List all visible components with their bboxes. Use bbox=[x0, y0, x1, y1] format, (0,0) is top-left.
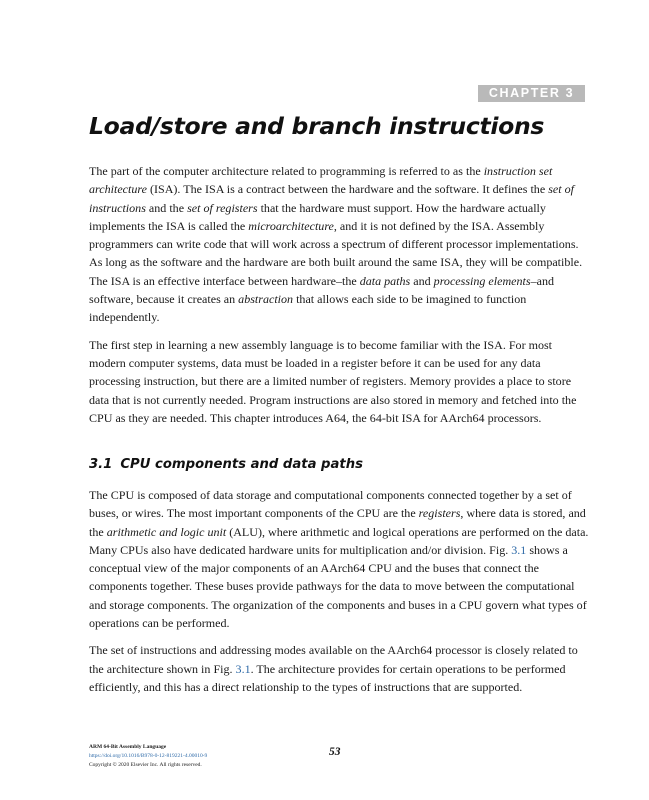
section-text bbox=[89, 486, 589, 705]
doi-link[interactable]: https://doi.org/10.1016/B978-0-12-819221-4.00010-9 bbox=[89, 753, 208, 759]
copyright: Copyright © 2020 Elsevier Inc. All rights reserved. bbox=[89, 762, 202, 768]
page-number: 53 bbox=[329, 746, 341, 758]
section-paragraph-2: The set of instructions and addressing modes available on the AArch64 processor is closely related to the architecture shown in Fig. 3.1. The architecture provides for certain operations to be performed efficiently, and this has a direct relationship to the types of instructions that are supported. bbox=[89, 643, 578, 694]
book-title: ARM 64-Bit Assembly Language bbox=[89, 744, 167, 750]
figure-link-3-1[interactable]: 3.1 bbox=[235, 661, 251, 676]
intro-paragraph-1: The part of the computer architecture related to programming is referred to as the instruction set architecture (ISA). The ISA is a contract between the hardware and the software. It defines the set of instructions and the set of registers that the hardware must support. How the hardware actually implements the ISA is called the microarchitecture, and it is not defined by the ISA. Assembly programmers can write code that will work across a spectrum of different processor implementations. As long as the software and the hardware are both built around the same ISA, they will be compatible. The ISA is an effective interface between hardware–the data paths and processing elements–and software, because it creates an abstraction that allows each side to be imagined to function independently. bbox=[89, 164, 583, 325]
intro-paragraph-2: The first step in learning a new assembly language is to become familiar with the ISA. For most modern computer systems, data must be loaded in a register before it can be used for any data processing instruction, but there are a limited number of registers. Memory provides a place to store data that is not currently needed. Program instructions are also stored in memory and fetched into the CPU as they are needed. This chapter introduces A64, the 64-bit ISA for AArch64 processors. bbox=[89, 337, 577, 425]
chapter-label: CHAPTER 3 bbox=[478, 85, 585, 102]
footer bbox=[89, 743, 207, 770]
section-heading bbox=[89, 457, 363, 472]
intro-text bbox=[89, 162, 589, 436]
figure-link-3-1[interactable]: 3.1 bbox=[511, 542, 527, 557]
section-paragraph-1: The CPU is composed of data storage and computational components connected together by a set of buses, or wires. The most important components of the CPU are the registers, where data is stored, and the arithmetic and logic unit (ALU), where arithmetic and logical operations are performed on the data. Many CPUs also have dedicated hardware units for multiplication and/or division. Fig. 3.1 shows a conceptual view of the major components of an AArch64 CPU and the buses that connect the components together. These buses provide pathways for the data to move between the computational and storage components. The organization of the components and buses in a CPU govern what types of operations can be performed. bbox=[89, 488, 589, 631]
section-number: 3.1 bbox=[89, 457, 113, 472]
section-title: CPU components and data paths bbox=[120, 457, 363, 472]
chapter-title: Load/store and branch instructions bbox=[89, 112, 545, 140]
